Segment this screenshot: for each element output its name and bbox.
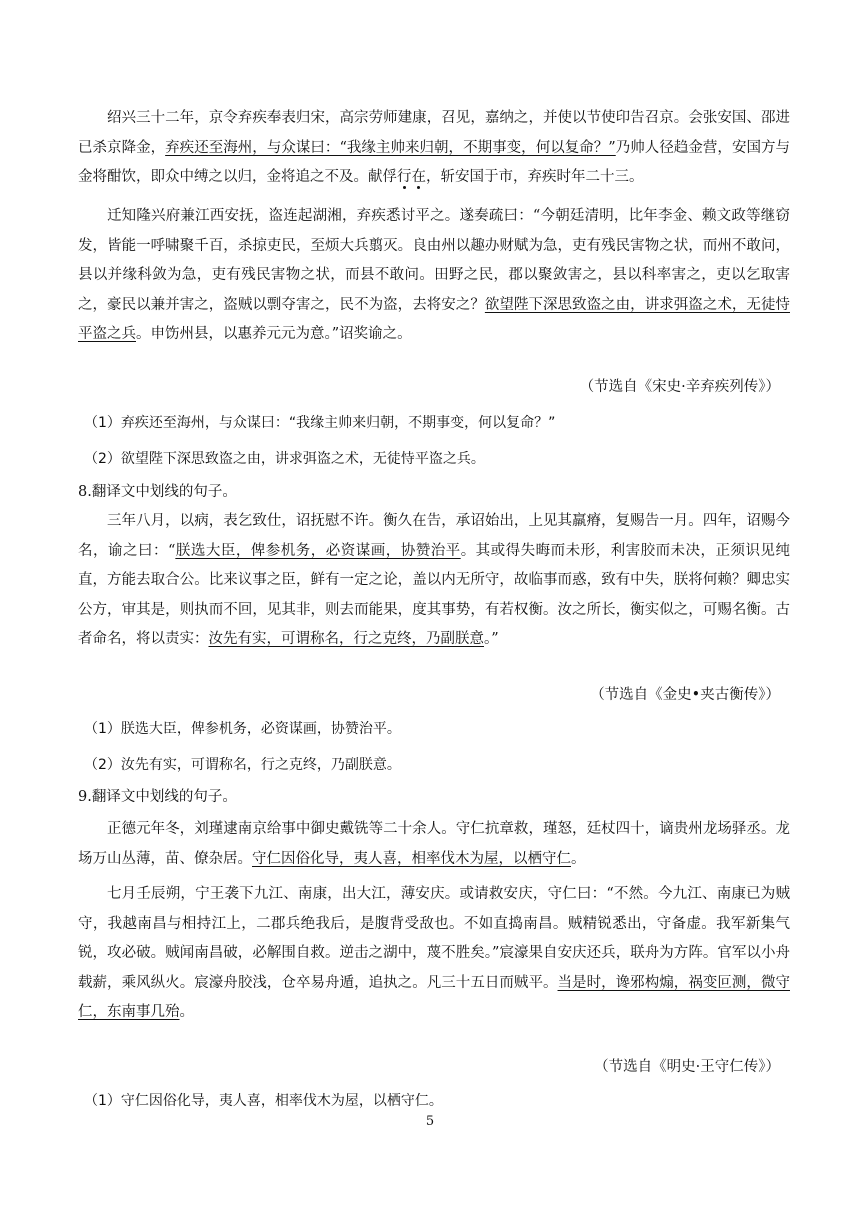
passage-text: 。	[571, 850, 586, 867]
passage3-paragraph2	[78, 880, 790, 1028]
underlined-sentence: 欲望陛下深思致盗之由，讲求弭盗之术，无徒恃平盗之兵	[78, 296, 790, 342]
passage1-paragraph1	[78, 104, 790, 193]
passage-text: 七月壬辰朔，宁王袭下九江、南康，出大江，薄安庆。或请救安庆，守仁曰：“不然。今九江、南康已为贼守，我越南昌与相持江上，二郡兵绝我后，是腹背受敌也。不如直捣南昌。贼精锐悉出，守备虚。我军新集气锐，攻必破。贼闻南昌破，必解围自救。逆击之湖中，蔑不胜矣。”宸濠果自安庆还兵，联舟为方阵。官军以小舟载薪，乘风纵火。宸濠舟胶浅，仓卒易舟遁，追执之。凡三十五日而贼平。	[78, 886, 790, 991]
section-heading: 8.翻译文中划线的句子。	[78, 484, 237, 500]
passage2-paragraph	[78, 507, 790, 655]
question-item: （1）弃疾还至海州，与众谋曰：“我缘主帅来归朝，不期事变，何以复命？”	[84, 415, 556, 431]
passage-text: 正德元年冬，刘瑾逮南京给事中御史戴铣等二十余人。守仁抗章救，瑾怒，廷杖四十，谪贵州龙场驿丞。龙场万山丛薄，苗、僚杂居。	[78, 821, 790, 867]
question-item: （2）汝先有实，可谓称名，行之克终，乃副朕意。	[84, 757, 401, 773]
passage-text: 。”	[484, 631, 499, 647]
source-citation: （节选自《明史·王守仁传》）	[594, 1059, 780, 1075]
passage-text: ，斩安国于市，弃疾时年二十三。	[426, 169, 644, 185]
source-citation: （节选自《金史•夹古衡传》）	[590, 687, 780, 703]
emphasis-dot-char: 行	[397, 169, 412, 185]
passage-text: 迁知隆兴府兼江西安抚，盗连起湖湘，弃疾悉讨平之。遂奏疏曰：“今朝廷清明，比年李金、赖文政等继窃发，皆能一呼啸聚千百，杀掠吏民，至烦大兵翦灭。良由州以趣办财赋为急，吏有残民害物之状，而州不敢问，县以并缘科敛为急，吏有残民害物之状，而县不敢问。田野之民，郡以聚敛害之，县以科率害之，吏以乞取害之，豪民以兼并害之，盗贼以剽夺害之，民不为盗，去将安之？	[78, 208, 790, 313]
underlined-sentence: 汝先有实，可谓称名，行之克终，乃副朕意	[208, 631, 484, 647]
question-item: （1）朕选大臣，俾参机务，必资谋画，协赞治平。	[84, 721, 401, 737]
emphasis-dot-char: 在	[411, 169, 426, 185]
passage-text: 。	[179, 1004, 194, 1020]
passage-text: 三年八月，以病，表乞致仕，诏抚慰不许。衡久在告，承诏始出，上见其羸瘠，复赐告一月。四年，诏赐今名，谕之曰：“	[78, 513, 790, 559]
section-heading: 9.翻译文中划线的句子。	[78, 789, 237, 805]
question-item: （2）欲望陛下深思致盗之由，讲求弭盗之术，无徒恃平盗之兵。	[84, 451, 485, 467]
underlined-sentence: 弃疾还至海州，与众谋曰：“我缘主帅来归朝，不期事变，何以复命？”	[165, 139, 616, 156]
passage1-paragraph2	[78, 202, 790, 350]
page-number: 5	[425, 1114, 435, 1129]
underlined-sentence: 朕选大臣，俾参机务，必资谋画，协赞治平	[175, 542, 461, 559]
passage-text: 乃帅人径趋金营，安国方与金将酣饮，即众中缚之以归，金将追之不及。献俘	[78, 139, 791, 185]
passage3-paragraph1	[78, 815, 790, 874]
question-item: （1）守仁因俗化导，夷人喜，相率伐木为屋，以栖守仁。	[84, 1093, 443, 1109]
source-citation: （节选自《宋史·辛弃疾列传》）	[579, 379, 780, 395]
underlined-sentence: 当是时，谗邪构煽，祸变叵测，微守仁，东南事几殆	[78, 974, 790, 1020]
passage-text: 。其或得失晦而未形，利害胶而未决，正须识见纯直，方能去取合公。比来议事之臣，鲜有一定之论，盖以内无所守，故临事而惑，致有中失，朕将何赖？卿忠实公方，审其是，则执而不回，见其非，则去而能果，度其事势，有若权衡。汝之所长，衡实似之，可赐名衡。古者命名，将以责实：	[78, 542, 790, 647]
passage-text: 绍兴三十二年，京令弃疾奉表归宋，高宗劳师建康，召见，嘉纳之，并使以节使印告召京。会张安国、邵进已杀京降金，	[78, 110, 790, 156]
passage-text: 。申饬州县，以惠养元元为意。”诏奖谕之。	[136, 326, 412, 342]
underlined-sentence: 守仁因俗化导，夷人喜，相率伐木为屋，以栖守仁	[252, 850, 571, 867]
